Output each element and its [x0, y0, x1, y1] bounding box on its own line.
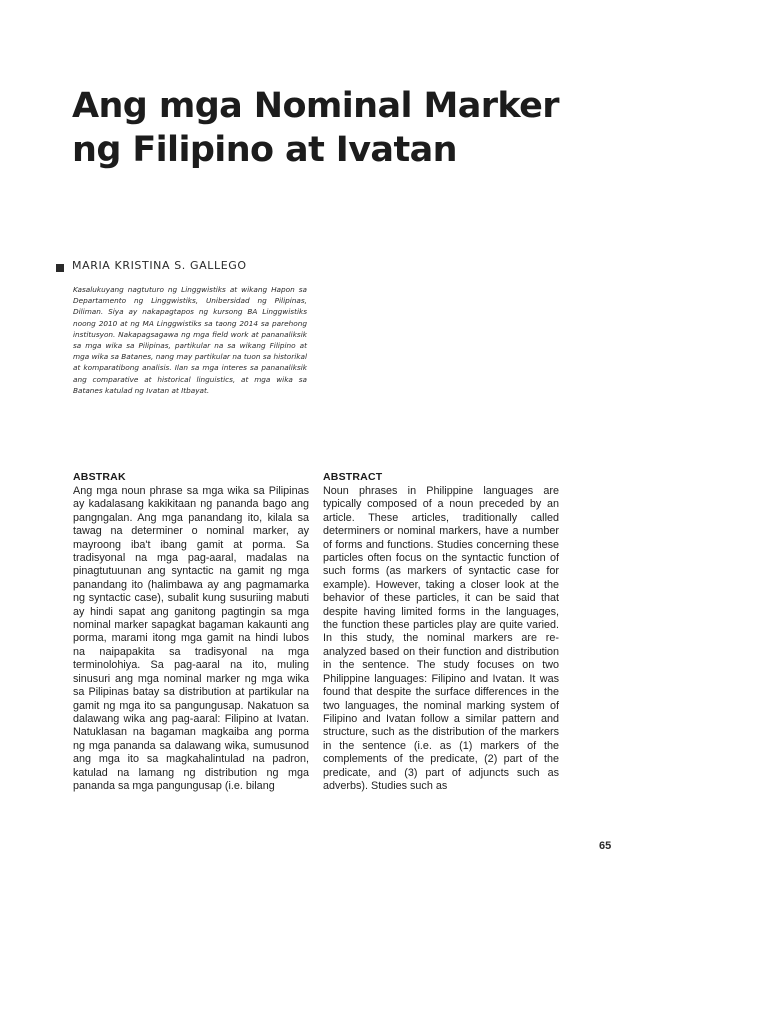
abstract-body: Noun phrases in Philippine languages are typically composed of a noun preceded by an article. These articles, traditionally called determiners or nominal markers, have a number of forms and functions. Studies concerning these particles often focus on the syntactic function of such forms (as markers of syntactic case for example). However, taking a closer look at the behavior of these particles, it can be said that despite having limited forms in the languages, the function these particles play are quite varied. In this study, the nominal markers are re-analyzed based on their function and distribution in the sentence. The study focuses on two Philippine languages: Filipino and Ivatan. It was found that despite the surface differences in the two languages, the nominal marking system of Filipino and Ivatan follow a similar pattern and structure, such as the distribution of the markers in the sentence (i.e. as (1) markers of the complements of the predicate, (2) part of the predicate, and (3) part of adjuncts such as adverbs). Studies such as: [323, 485, 559, 792]
abstract-heading: ABSTRACT: [323, 471, 383, 483]
author-bio: Kasalukuyang nagtuturo ng Linggwistiks at wikang Hapon sa Departamento ng Linggwistiks, Unibersidad ng Pilipinas, Diliman. Siya ay nakapagtapos ng kursong BA Linggwistiks noong 2010 at ng MA Linggwistiks sa taong 2014 sa parehong institusyon. Nakapagsagawa ng mga field work at pananaliksik sa mga wika sa Pilipinas, partikular na sa wikang Filipino at mga wika sa Batanes, nang may partikular na tuon sa historikal at komparatibong analisis. Ilan sa mga interes sa pananaliksik ang comparative at historical linguistics, at mga wika sa Batanes katulad ng Ivatan at Itbayat.: [73, 285, 307, 395]
article-title: [72, 84, 592, 172]
abstrak-body: Ang mga noun phrase sa mga wika sa Pilipinas ay kadalasang kakikitaan ng pananda bago ang pangngalan. Ang mga panandang ito, kilala sa tawag na determiner o nominal marker, ay mayroong iba't ibang gamit at porma. Sa tradisyonal na mga pag-aaral, madalas na pinagtutuunan ang syntactic na gamit ng mga panandang ito (halimbawa ay ang pagmamarka ng syntactic case), subalit kung susuriing mabuti ay hindi sapat ang ganitong pagtingin sa mga nominal marker sapagkat bagaman kakaunti ang porma, marami itong mga gamit na hindi lubos na naipapakita sa tradisyonal na mga terminolohiya. Sa pag-aaral na ito, muling sinusuri ang mga nominal marker ng mga wika sa Pilipinas batay sa distribution at partikular na gamit ng mga ito sa pangungusap. Nakatuon sa dalawang wika ang pag-aaral: Filipino at Ivatan. Natuklasan na bagaman magkaiba ang porma ng mga pananda sa dalawang wika, sumusunod ang mga ito sa magkahalintulad na padron, katulad na lamang ng distribution ng mga pananda sa mga pangungusap (i.e. bilang: [73, 485, 309, 792]
author-name: MARIA KRISTINA S. GALLEGO: [72, 259, 247, 272]
article-title-line-2: ng Filipino at Ivatan: [72, 130, 457, 170]
abstract-section: [323, 470, 559, 793]
author-bullet-icon: [56, 264, 64, 272]
abstrak-section: [73, 470, 309, 793]
page-number: 65: [599, 840, 612, 852]
abstrak-heading: ABSTRAK: [73, 471, 126, 483]
article-title-line-1: Ang mga Nominal Marker: [72, 86, 559, 126]
